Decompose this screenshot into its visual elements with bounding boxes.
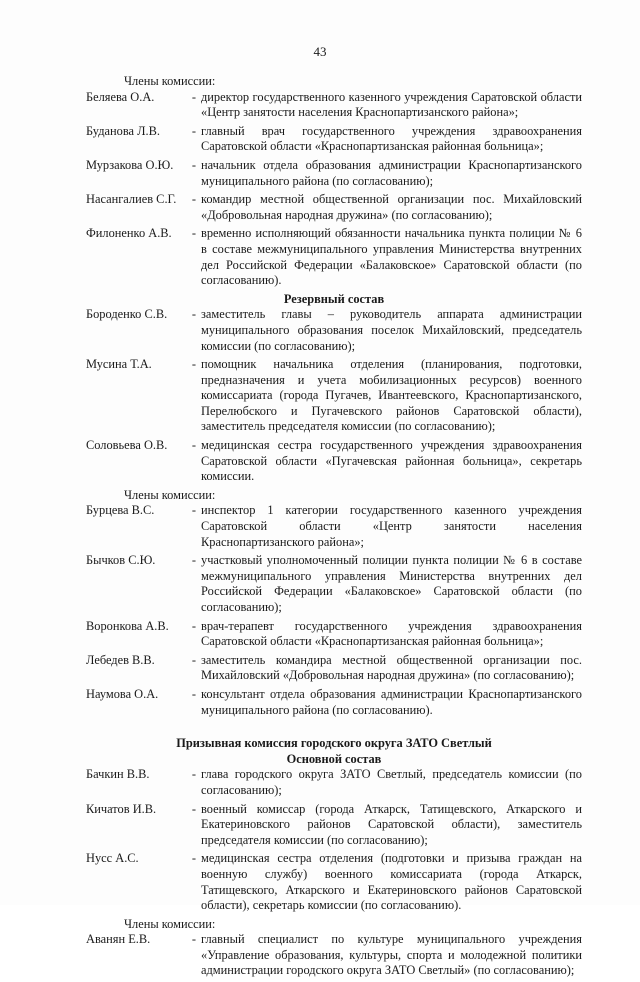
dash-separator: - (191, 932, 197, 947)
member-description: военный комиссар (города Аткарск, Татищевского, Аткарского и Екатериновского районов Саратовской области), заместитель председателя комиссии (по согласованию); (201, 801, 582, 847)
member-name: Мусина Т.А. (86, 357, 152, 372)
dash-separator: - (191, 618, 197, 633)
member-name: Буданова Л.В. (86, 123, 160, 138)
dash-separator: - (191, 652, 197, 667)
member-description: инспектор 1 категории государственного казенного учреждения Саратовской области «Центр занятости населения Краснопартизанского района»; (201, 503, 582, 549)
member-row (86, 767, 582, 798)
member-description: врач-терапевт государственного учреждения здравоохранения Саратовской области «Краснопартизанская районная больница»; (201, 618, 582, 649)
member-name: Бурцева В.С. (86, 503, 155, 518)
member-name: Соловьева О.В. (86, 438, 168, 453)
member-row (86, 802, 582, 849)
member-name: Бачкин В.В. (86, 767, 150, 782)
page-number: 43 (313, 44, 327, 59)
member-description: медицинская сестра отделения (подготовки и призыва граждан на военную службу) военного комиссариата (города Аткарск, Татищевского, Аткарского и Екатериновского районов Саратовской области), секретарь комиссии (по согласованию). (201, 851, 582, 913)
reserve-heading: Резервный состав (283, 291, 385, 306)
dash-separator: - (191, 226, 197, 241)
dash-separator: - (191, 801, 197, 816)
main-heading: Основной состав (286, 751, 382, 766)
dash-separator: - (191, 123, 197, 138)
member-row (86, 226, 582, 288)
dash-separator: - (191, 503, 197, 518)
dash-separator: - (191, 553, 197, 568)
member-description: заместитель командира местной общественной организации пос. Михайловский «Добровольная народная дружина» (по согласованию); (201, 652, 582, 683)
dash-separator: - (191, 851, 197, 866)
member-name: Мурзакова О.Ю. (86, 157, 174, 172)
dash-separator: - (191, 307, 197, 322)
members-label: Члены комиссии: (124, 487, 216, 502)
member-description: начальник отдела образования администрации Краснопартизанского муниципального района (по согласованию); (201, 157, 582, 188)
member-row (86, 503, 582, 550)
member-description: командир местной общественной организации пос. Михайловский «Добровольная народная дружина» (по согласованию); (201, 192, 582, 222)
svetly-main-list (86, 767, 582, 913)
member-name: Лебедев В.В. (86, 652, 155, 667)
member-row (86, 932, 582, 979)
member-description: помощник начальника отделения (планирования, подготовки, предназначения и учета мобилизационных ресурсов) военного комиссариата (города Пугачев, Ивантеевского, Краснопартизанского, Перелюбского и Пугачевского районов Саратовской области), заместитель председателя комиссии (по согласованию); (201, 357, 582, 434)
spacer (86, 721, 582, 736)
member-name: Наумова О.А. (86, 686, 159, 701)
dash-separator: - (191, 89, 197, 104)
member-row (86, 307, 582, 354)
member-description: главный специалист по культуре муниципального учреждения «Управление образования, культуры, спорта и молодежной политики администрации городского округа ЗАТО Светлый» (по согласованию); (201, 932, 582, 978)
member-name: Насангалиев С.Г. (86, 192, 177, 207)
member-name: Беляева О.А. (86, 89, 155, 104)
member-row (86, 90, 582, 121)
member-description: заместитель главы – руководитель аппарата администрации муниципального образования поселок Михайловский, председатель комиссии (по согласованию); (201, 307, 582, 353)
member-name: Бороденко С.В. (86, 307, 168, 322)
member-name: Бычков С.Ю. (86, 553, 156, 568)
document-body (86, 74, 582, 982)
dash-separator: - (191, 767, 197, 782)
member-name: Филоненко А.В. (86, 226, 172, 241)
member-row (86, 192, 582, 223)
reserve-members-list (86, 503, 582, 718)
dash-separator: - (191, 438, 197, 453)
member-description: участковый уполномоченный полиции пункта полиции № 6 в составе межмуниципального управления Министерства внутренних дел Российской Федерации «Балаковское» Саратовской области (по согласованию); (201, 553, 582, 614)
dash-separator: - (191, 192, 197, 207)
member-name: Нусс А.С. (86, 851, 139, 866)
member-description: глава городского округа ЗАТО Светлый, председатель комиссии (по согласованию); (201, 767, 582, 797)
dash-separator: - (191, 157, 197, 172)
member-row (86, 553, 582, 615)
member-name: Аванян Е.В. (86, 932, 151, 947)
commission-title: Призывная комиссия городского округа ЗАТО Светлый (176, 736, 492, 751)
member-description: главный врач государственного учреждения здравоохранения Саратовской области «Краснопартизанская районная больница»; (201, 123, 582, 154)
member-row (86, 653, 582, 684)
member-name: Воронкова А.В. (86, 618, 169, 633)
member-row (86, 619, 582, 650)
member-description: директор государственного казенного учреждения Саратовской области «Центр занятости населения Краснопартизанского района»; (201, 89, 582, 120)
member-row (86, 687, 582, 718)
members-label: Члены комиссии: (124, 916, 216, 931)
svetly-members-list (86, 932, 582, 979)
members-label: Члены комиссии: (124, 74, 216, 88)
member-description: временно исполняющий обязанности начальника пункта полиции № 6 в составе межмуниципального управления Министерства внутренних дел Российской Федерации «Балаковское» Саратовской области (по согласованию). (201, 226, 582, 288)
member-row (86, 438, 582, 485)
member-row (86, 158, 582, 189)
member-row (86, 124, 582, 155)
member-description: медицинская сестра государственного учреждения здравоохранения Саратовской области «Пугачевская районная больница», секретарь комиссии. (201, 438, 582, 484)
reserve-main-list (86, 307, 582, 485)
dash-separator: - (191, 357, 197, 372)
member-description: консультант отдела образования администрации Краснопартизанского муниципального района (по согласованию). (201, 686, 582, 717)
dash-separator: - (191, 686, 197, 701)
member-name: Кичатов И.В. (86, 801, 157, 816)
member-row (86, 851, 582, 913)
member-row (86, 357, 582, 435)
section1-members-list (86, 90, 582, 289)
